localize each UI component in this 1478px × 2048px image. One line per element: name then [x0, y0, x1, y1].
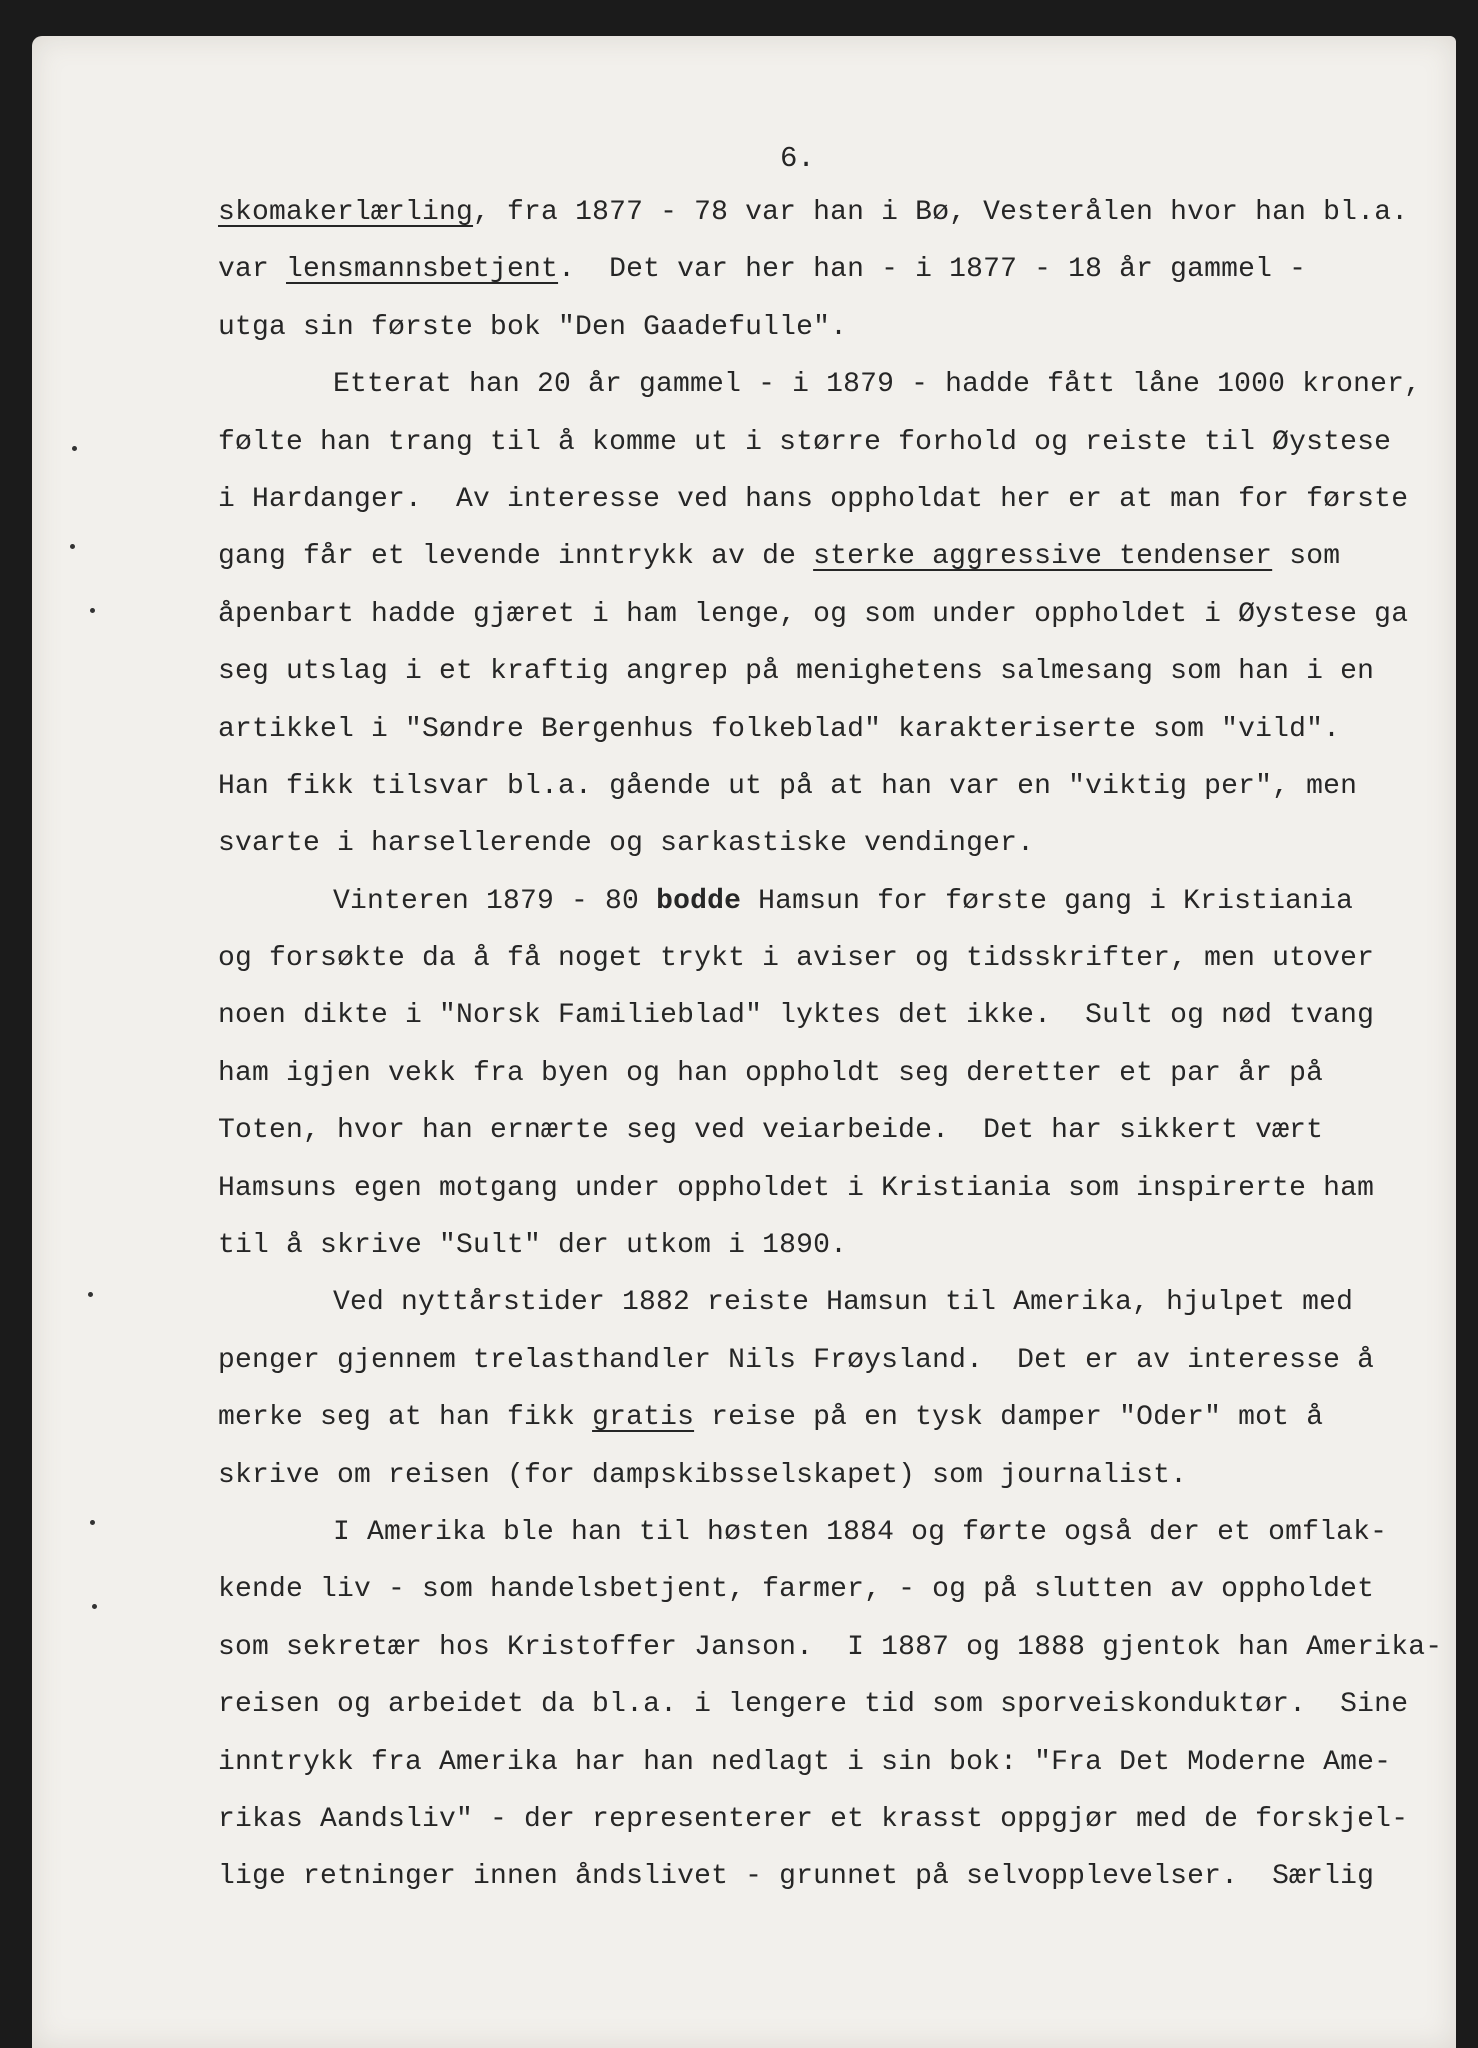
line-text: Hamsun for første gang i Kristiania	[741, 885, 1354, 917]
body-text	[218, 184, 1468, 1906]
underlined-term: lensmannsbetjent	[286, 254, 559, 286]
text-line: inntrykk fra Amerika har han nedlagt i sin bok: "Fra Det Moderne Ame-	[218, 1746, 1392, 1778]
text-line: utga sin første bok "Den Gaadefulle".	[218, 311, 848, 343]
text-line: Etterat han 20 år gammel - i 1879 - hadde fått låne 1000 kroner,	[333, 369, 1422, 401]
underlined-term: gratis	[592, 1402, 695, 1434]
margin-mark	[70, 544, 75, 549]
text-line: seg utslag i et kraftig angrep på menighetens salmesang som han i en	[218, 656, 1375, 688]
text-line: som sekretær hos Kristoffer Janson. I 1887 og 1888 gjentok han Amerika-	[218, 1631, 1443, 1663]
text-line	[218, 873, 1468, 930]
text-line: til å skrive "Sult" der utkom i 1890.	[218, 1230, 848, 1262]
margin-mark	[72, 446, 77, 451]
text-line: noen dikte i "Norsk Familieblad" lyktes det ikke. Sult og nød tvang	[218, 1000, 1375, 1032]
line-text: Vinteren 1879 - 80	[333, 885, 657, 917]
text-line: reisen og arbeidet da bl.a. i lengere tid som sporveiskonduktør. Sine	[218, 1689, 1409, 1721]
line-text: var	[218, 254, 287, 286]
text-line: Han fikk tilsvar bl.a. gående ut på at han var en "viktig per", men	[218, 770, 1358, 802]
text-line	[218, 241, 1468, 298]
line-text: reise på en tysk damper "Oder" mot å	[694, 1402, 1324, 1434]
margin-mark	[92, 1604, 97, 1609]
text-line: artikkel i "Søndre Bergenhus folkeblad" karakteriserte som "vild".	[218, 713, 1341, 745]
text-line: rikas Aandsliv" - der representerer et krasst oppgjør med de forskjel-	[218, 1803, 1409, 1835]
text-line: I Amerika ble han til høsten 1884 og førte også der et omflak-	[333, 1516, 1388, 1548]
underlined-term: skomakerlærling	[218, 197, 474, 228]
text-line: Hamsuns egen motgang under oppholdet i Kristiania som inspirerte ham	[218, 1172, 1375, 1204]
text-line: skrive om reisen (for dampskibsselskapet) som journalist.	[218, 1459, 1188, 1491]
bold-term: bodde	[656, 885, 742, 917]
text-line: Ved nyttårstider 1882 reiste Hamsun til Amerika, hjulpet med	[333, 1287, 1354, 1319]
text-line: følte han trang til å komme ut i større forhold og reiste til Øystese	[218, 426, 1392, 458]
text-line: og forsøkte da å få noget trykt i aviser og tidsskrifter, men utover	[218, 943, 1375, 975]
margin-mark	[90, 1520, 95, 1525]
text-line: åpenbart hadde gjæret i ham lenge, og som under oppholdet i Øystese ga	[218, 598, 1409, 630]
page-number: 6.	[780, 142, 815, 175]
margin-mark	[88, 1292, 93, 1297]
text-line: ham igjen vekk fra byen og han oppholdt seg deretter et par år på	[218, 1057, 1324, 1089]
text-line	[218, 184, 1468, 241]
document-page	[32, 36, 1456, 2048]
line-text: . Det var her han - i 1877 - 18 år gammel -	[558, 254, 1307, 286]
text-line	[218, 1389, 1468, 1446]
underlined-term: sterke aggressive tendenser	[813, 541, 1273, 573]
text-line: kende liv - som handelsbetjent, farmer, - og på slutten av oppholdet	[218, 1574, 1375, 1606]
line-text: gang får et levende inntrykk av de	[218, 541, 814, 573]
line-text: , fra 1877 - 78 var han i Bø, Vesterålen hvor han bl.a.	[473, 197, 1409, 228]
text-line: penger gjennem trelasthandler Nils Frøysland. Det er av interesse å	[218, 1344, 1375, 1376]
margin-mark	[90, 608, 95, 613]
text-line: svarte i harsellerende og sarkastiske vendinger.	[218, 828, 1035, 860]
line-text: som	[1272, 541, 1341, 573]
text-line: i Hardanger. Av interesse ved hans oppholdat her er at man for første	[218, 483, 1409, 515]
text-line: lige retninger innen åndslivet - grunnet på selvopplevelser. Særlig	[218, 1861, 1375, 1893]
text-line: Toten, hvor han ernærte seg ved veiarbeide. Det har sikkert vært	[218, 1115, 1324, 1147]
line-text: merke seg at han fikk	[218, 1402, 593, 1434]
text-line	[218, 528, 1468, 585]
